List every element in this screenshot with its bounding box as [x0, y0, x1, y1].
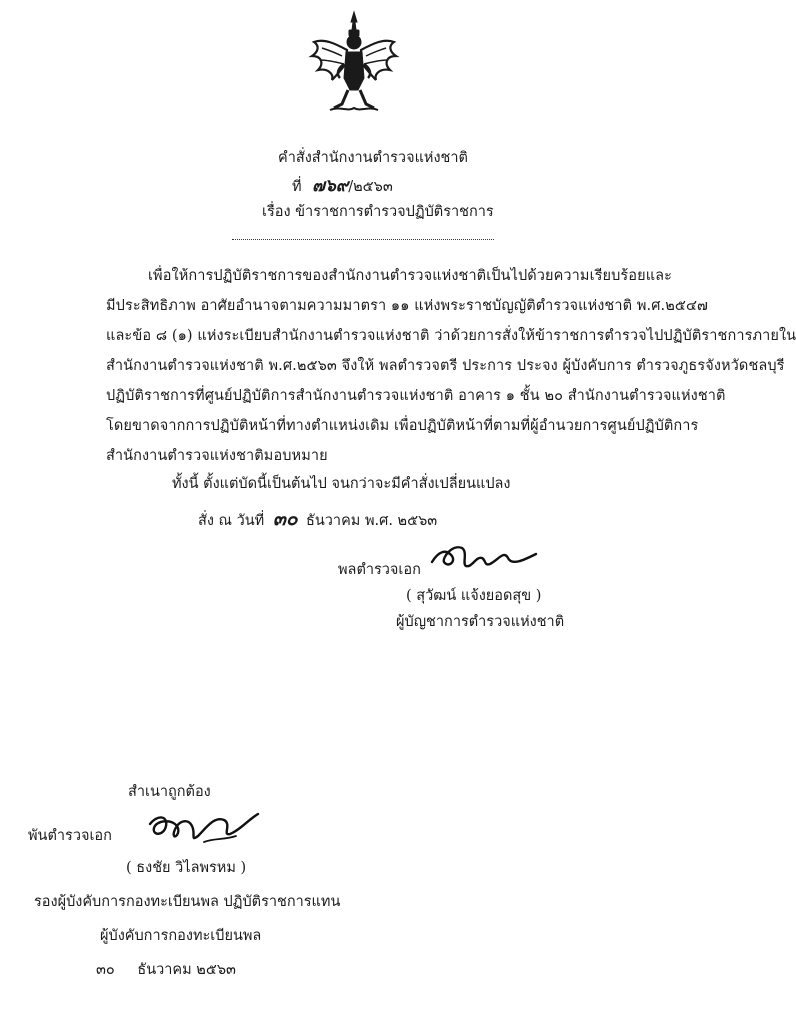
body-line-1: เพื่อให้การปฏิบัติราชการของสำนักงานตำรวจแห่งชาติเป็นไปด้วยความเรียบร้อยและ	[148, 268, 673, 284]
order-date-handwritten: ๓๐	[272, 508, 298, 530]
body-line-2: มีประสิทธิภาพ อาศัยอำนาจตามความมาตรา ๑๑ แห่งพระราชบัญญัติตำรวจแห่งชาติ พ.ศ.๒๕๔๗	[106, 298, 709, 314]
body-line-7: สำนักงานตำรวจแห่งชาติมอบหมาย	[106, 448, 328, 464]
body-line-3: และข้อ ๘ (๑) แห่งระเบียบสำนักงานตำรวจแห่งชาติ ว่าด้วยการสั่งให้ข้าราชการตำรวจไปปฏิบัติราชการภายใน	[106, 328, 796, 344]
garuda-emblem-icon	[308, 8, 400, 116]
effective-statement: ทั้งนี้ ตั้งแต่บัดนี้เป็นต้นไป จนกว่าจะมีคำสั่งเปลี่ยนแปลง	[172, 476, 511, 492]
order-subject: เรื่อง ข้าราชการตำรวจปฏิบัติราชการ	[262, 204, 494, 220]
order-number-suffix: /๒๕๖๓	[348, 179, 393, 195]
signer-name: ( สุวัฒน์ แจ้งยอดสุข )	[406, 588, 542, 604]
signer-rank: พลตำรวจเอก	[338, 562, 421, 578]
certify-date	[96, 958, 236, 981]
order-date	[198, 504, 437, 534]
dotted-divider	[232, 239, 494, 240]
order-date-prefix: สั่ง ณ วันที่	[198, 513, 265, 529]
signature-certifier-icon	[144, 806, 264, 850]
certifier-position: รองผู้บังคับการกองทะเบียนพล ปฏิบัติราชการแทน	[34, 894, 341, 910]
body-line-4: สำนักงานตำรวจแห่งชาติ พ.ศ.๒๕๖๓ จึงให้ พลตำรวจตรี ประการ ประจง ผู้บังคับการ ตำรวจภูธรจังหวัดชลบุรี	[106, 358, 785, 374]
signer-position: ผู้บัญชาการตำรวจแห่งชาติ	[396, 614, 565, 630]
order-number	[292, 172, 393, 199]
signature-commissioner-icon	[428, 536, 540, 580]
order-date-suffix: ธันวาคม พ.ศ. ๒๕๖๓	[306, 513, 438, 529]
order-number-handwritten: ๗๖๙	[312, 176, 349, 196]
certify-date-rest: ธันวาคม ๒๕๖๓	[137, 962, 236, 978]
body-line-5: ปฏิบัติราชการที่ศูนย์ปฏิบัติการสำนักงานตำรวจแห่งชาติ อาคาร ๑ ชั้น ๒๐ สำนักงานตำรวจแห่งชาติ	[106, 388, 726, 404]
order-number-prefix: ที่	[292, 179, 302, 195]
true-copy-label: สำเนาถูกต้อง	[128, 784, 211, 800]
certify-date-day: ๓๐	[96, 962, 115, 978]
body-line-6: โดยขาดจากการปฏิบัติหน้าที่ทางตำแหน่งเดิม เพื่อปฏิบัติหน้าที่ตามที่ผู้อำนวยการศูนย์ปฏิบัติการ	[106, 418, 699, 434]
order-heading: คำสั่งสำนักงานตำรวจแห่งชาติ	[278, 150, 468, 166]
certifier-rank: พันตำรวจเอก	[28, 828, 112, 844]
certifier-name: ( ธงชัย วิไลพรหม )	[126, 860, 247, 876]
certifier-position-2: ผู้บังคับการกองทะเบียนพล	[100, 928, 262, 944]
